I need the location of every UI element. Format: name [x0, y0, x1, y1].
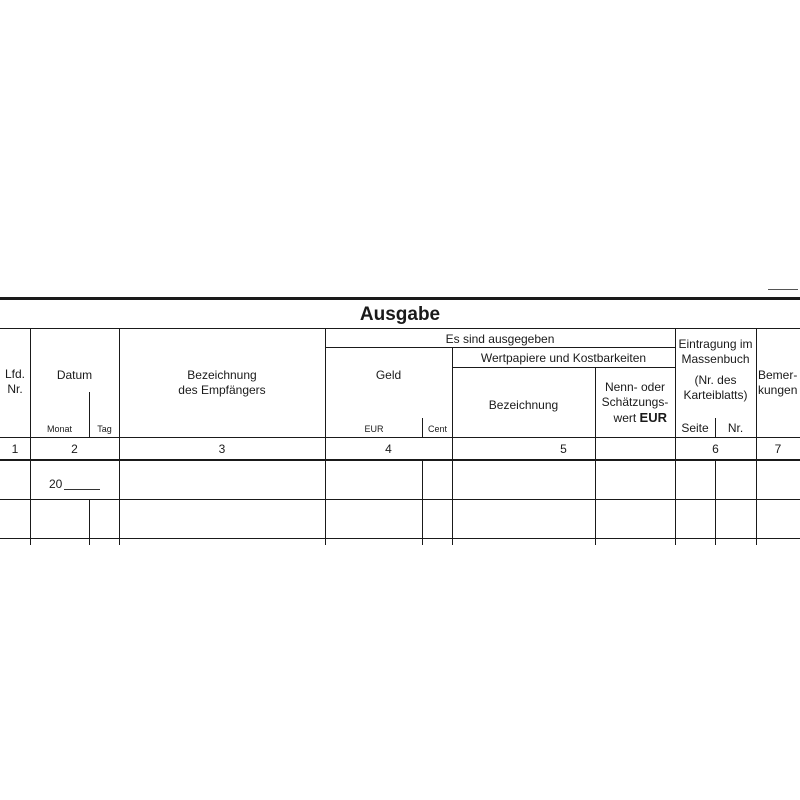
- empfaenger-header: Bezeichnung des Empfängers: [178, 368, 266, 397]
- eintragung-line-3: (Nr. des: [694, 373, 737, 387]
- col-divider-6: [756, 328, 757, 545]
- geld-eur-header: EUR: [364, 424, 384, 434]
- datum-year-fill-line: [64, 489, 100, 490]
- top-rule: [0, 297, 800, 300]
- wp-wert-unit: EUR: [639, 410, 667, 425]
- wp-bezeichnung-header: Bezeichnung: [488, 398, 559, 412]
- column-number: 4: [385, 442, 392, 456]
- row-1-bottom-line: [0, 499, 800, 500]
- wertpapiere-group-header: Wertpapiere und Kostbarkeiten: [480, 351, 647, 365]
- wp-wert-header: [595, 380, 675, 426]
- wertpapiere-group-line: [453, 367, 676, 368]
- seite-nr-divider-rows: [715, 461, 716, 545]
- column-number: 1: [11, 442, 19, 456]
- eur-cent-divider-rows: [422, 461, 423, 545]
- ausgegeben-group-line: [326, 347, 676, 348]
- geld-header: Geld: [375, 368, 402, 382]
- geld-cent-header: Cent: [427, 424, 447, 434]
- column-number: 2: [71, 442, 78, 456]
- eintragung-header: [675, 337, 756, 403]
- monat-header: Monat: [46, 424, 72, 434]
- wp-wert-line-3-prefix: wert: [613, 411, 640, 425]
- column-number: 5: [560, 442, 567, 456]
- column-number: 3: [218, 442, 226, 456]
- lfd-nr-header: Lfd. Nr.: [4, 367, 25, 396]
- tag-header: Tag: [97, 424, 112, 434]
- wp-wert-line-2: Schätzungs-: [601, 395, 669, 409]
- seite-header: Seite: [681, 421, 709, 435]
- datum-year-prefix: 20: [49, 477, 63, 491]
- bemerkungen-header: Bemer- kungen: [758, 368, 798, 397]
- col-divider-3: [325, 328, 326, 545]
- ausgegeben-group-header: Es sind ausgegeben: [445, 332, 555, 346]
- header-bottom-line: [0, 437, 800, 438]
- nr-header: Nr.: [727, 421, 744, 435]
- column-number: 6: [712, 442, 719, 456]
- wp-wert-line-1: Nenn- oder: [604, 380, 666, 394]
- eintragung-line-2: Massenbuch: [681, 352, 750, 366]
- row-2-bottom-line: [0, 538, 800, 539]
- header-top-line: [0, 328, 800, 329]
- wp-wert-line-3: [595, 410, 675, 426]
- column-number: 7: [774, 442, 782, 456]
- monat-tag-divider-row: [89, 499, 90, 545]
- col-divider-1: [30, 328, 31, 545]
- col-divider-2: [119, 328, 120, 545]
- numbers-bottom-line: [0, 459, 800, 461]
- form-title: Ausgabe: [359, 304, 441, 325]
- eintragung-line-4: Karteiblatts): [683, 388, 748, 402]
- datum-header: Datum: [56, 368, 93, 382]
- eintragung-line-1: Eintragung im: [678, 337, 753, 351]
- corner-mark: [768, 289, 798, 290]
